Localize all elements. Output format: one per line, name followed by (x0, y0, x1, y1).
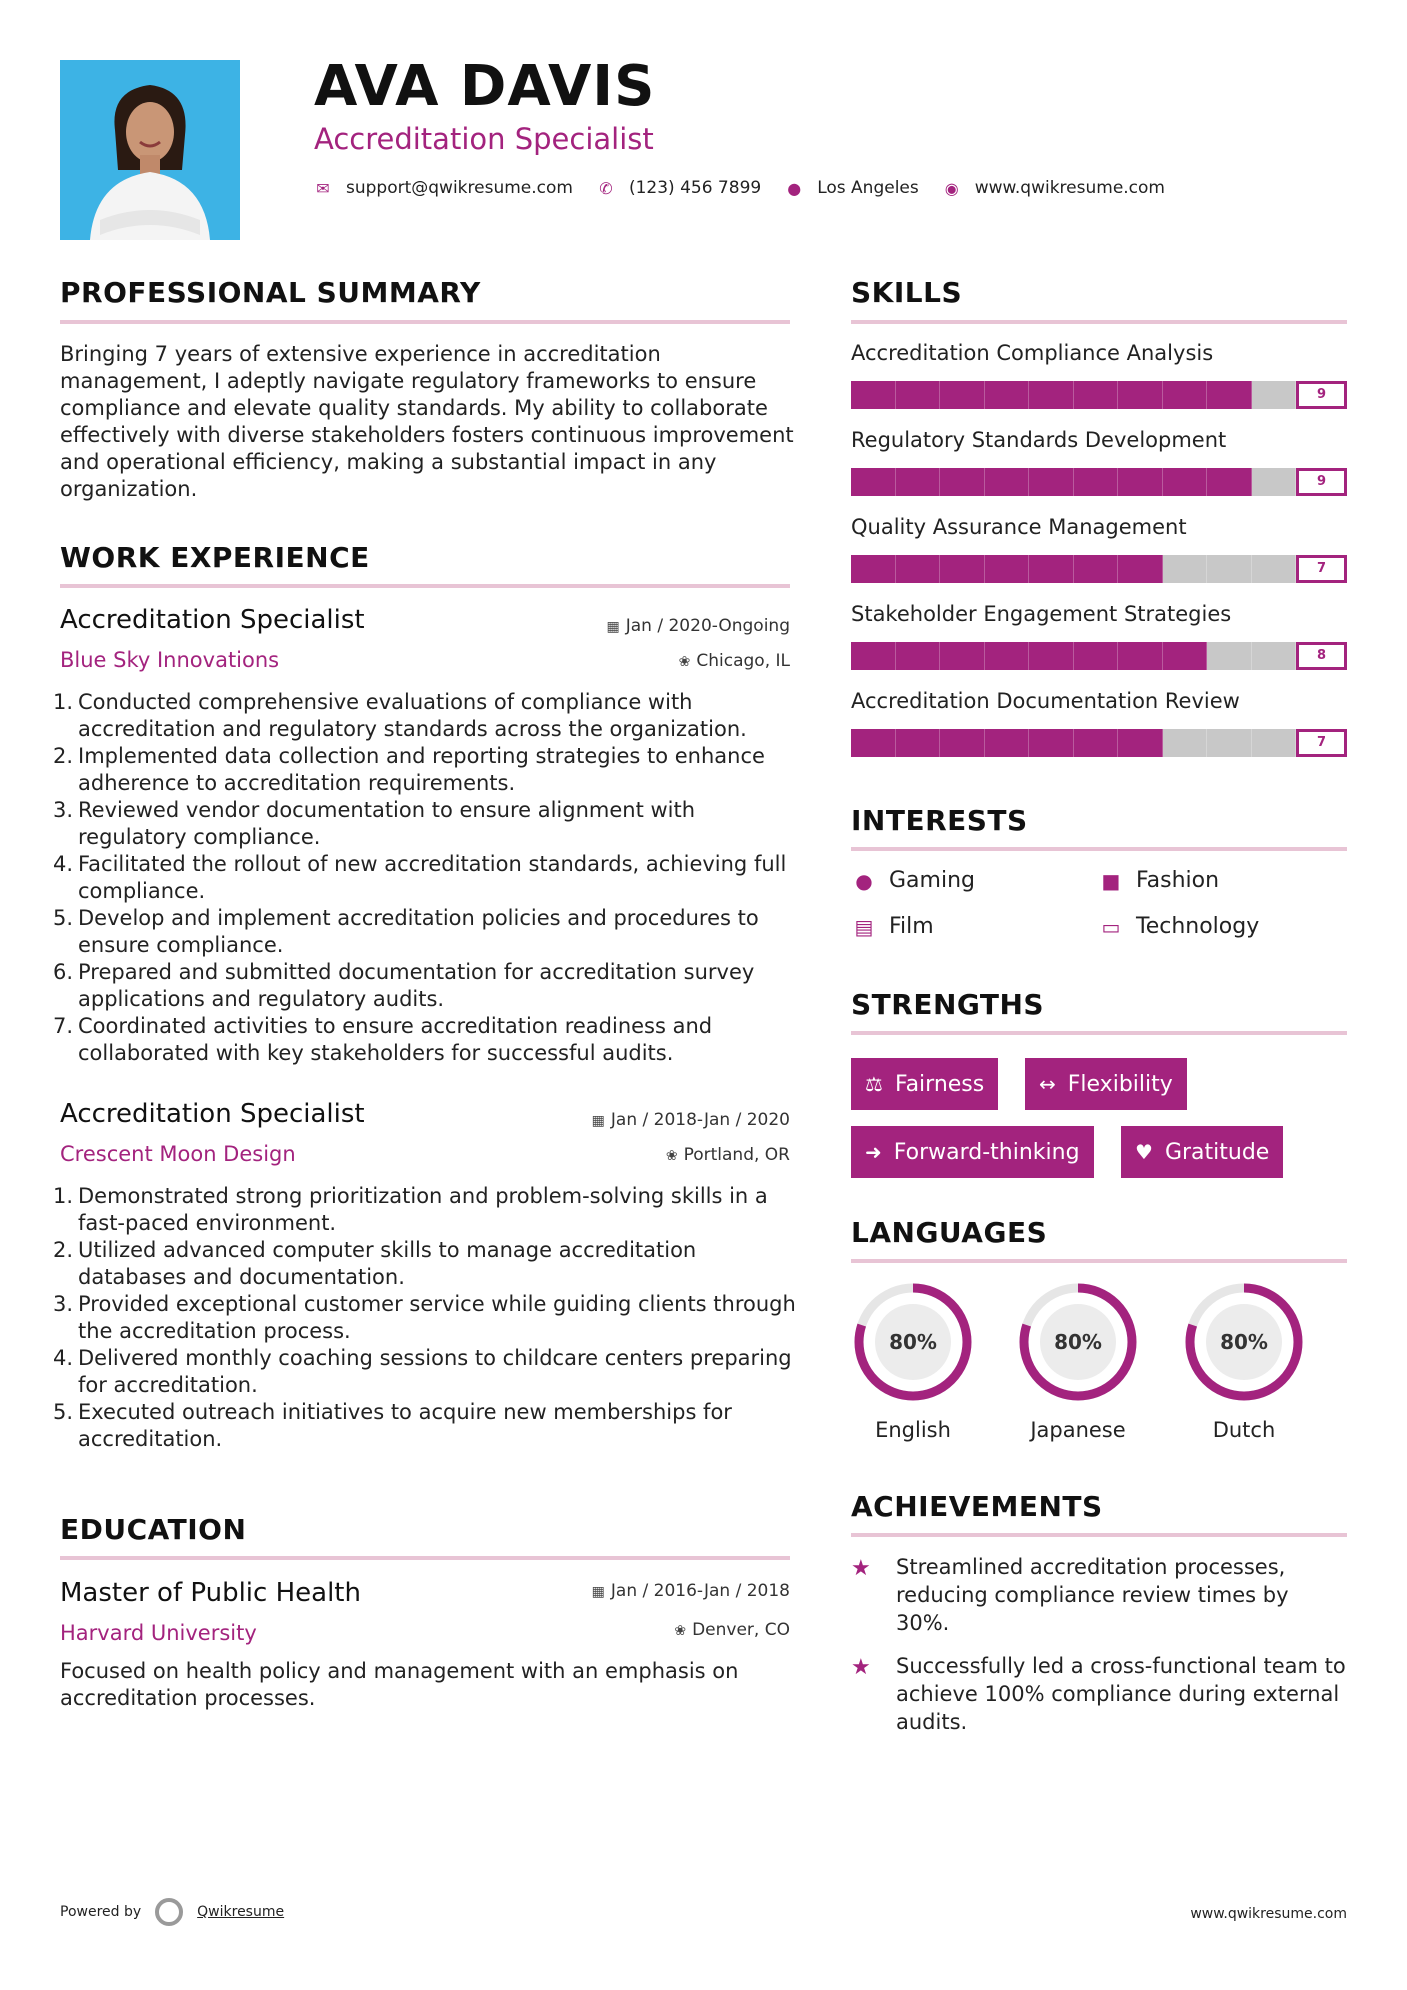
pin-icon: ❀ (665, 1148, 678, 1164)
skill-name: Accreditation Documentation Review (851, 689, 1240, 713)
skill-segment (1207, 468, 1252, 496)
strength-tag: ♥ Gratitude (1121, 1126, 1283, 1178)
education-location (674, 1620, 790, 1640)
skill-segment (1163, 555, 1208, 583)
footer-branding (60, 1898, 284, 1926)
skill-segment (896, 555, 941, 583)
list-item: 7. Coordinated activities to ensure accreditation readiness and collaborated with key stakeholders for successful audits. (53, 1014, 713, 1065)
skill-segment (1252, 468, 1297, 496)
skill-level-bar (851, 379, 1347, 409)
contact-bar (314, 178, 1189, 198)
skill-segment (985, 381, 1030, 409)
skill-name: Regulatory Standards Development (851, 428, 1227, 452)
skill-segment (1163, 729, 1208, 757)
skill-segment (1029, 555, 1074, 583)
brand-link[interactable]: Qwikresume (197, 1904, 285, 1920)
section-divider (851, 1259, 1347, 1263)
laptop-icon: ▭ (1101, 914, 1121, 939)
candidate-name: AVA DAVIS (314, 54, 656, 119)
summary-text: Bringing 7 years of extensive experience in accreditation management, I adeptly navigate regulatory frameworks to ensure compliance and elevate quality standards. My ability to collaborate effectively with diverse stakeholders fosters continuous improvement and operational efficiency, making a substantial impact in any organization. (60, 342, 794, 501)
skill-level-bar (851, 640, 1347, 670)
skill-segment (1118, 555, 1163, 583)
skill-segment (940, 729, 985, 757)
skill-segment (1207, 381, 1252, 409)
skill-segment (1252, 642, 1297, 670)
skill-level-bar (851, 466, 1347, 496)
skill-track (851, 642, 1296, 670)
skill-segment (1074, 642, 1119, 670)
skill-segment (940, 642, 985, 670)
list-item: 5. Executed outreach initiatives to acquire new memberships for accreditation. (53, 1400, 732, 1451)
map-marker-icon: ● (787, 178, 802, 198)
skill-segment (851, 729, 896, 757)
job-location-text: Portland, OR (683, 1145, 790, 1165)
list-item: 6. Prepared and submitted documentation for accreditation survey applications and regulatory audits. (53, 960, 755, 1011)
skill-track (851, 381, 1296, 409)
language-ring (851, 1280, 975, 1404)
skill-segment (985, 729, 1030, 757)
star-icon: ★ (851, 1556, 871, 1581)
star-icon: ★ (851, 1655, 871, 1680)
calendar-icon: ▦ (591, 1113, 605, 1129)
language-percent: 80% (889, 1330, 937, 1354)
skill-segment (940, 555, 985, 583)
footer-url[interactable]: www.qwikresume.com (1190, 1906, 1347, 1922)
skill-segment (1074, 468, 1119, 496)
achievements-heading: ACHIEVEMENTS (851, 1490, 1103, 1523)
job-bullets (53, 689, 800, 1067)
achievement-item: Successfully led a cross-functional team to achieve 100% compliance during external audits. (896, 1654, 1346, 1734)
achievement-item: Streamlined accreditation processes, reducing compliance review times by 30%. (896, 1555, 1289, 1635)
job-location (679, 651, 790, 671)
profile-photo (60, 60, 240, 240)
list-item: 2. Utilized advanced computer skills to manage accreditation databases and documentation. (53, 1238, 697, 1289)
language-ring (1182, 1280, 1306, 1404)
phone-icon: ✆ (599, 178, 613, 198)
skill-segment (1074, 555, 1119, 583)
skill-segment (1252, 555, 1297, 583)
degree-title: Master of Public Health (60, 1578, 361, 1608)
summary-heading: PROFESSIONAL SUMMARY (60, 276, 481, 309)
skill-segment (896, 468, 941, 496)
skill-level-value: 7 (1296, 555, 1347, 583)
skills-heading: SKILLS (851, 276, 963, 309)
skill-segment (1074, 381, 1119, 409)
school-name: Harvard University (60, 1621, 257, 1645)
experience-heading: WORK EXPERIENCE (60, 541, 370, 574)
section-divider (851, 1031, 1347, 1035)
language-item (1182, 1280, 1306, 1442)
job-dates (592, 1110, 790, 1130)
skill-segment (851, 555, 896, 583)
candidate-role: Accreditation Specialist (314, 122, 654, 156)
skill-name: Accreditation Compliance Analysis (851, 341, 1214, 365)
skill-segment (985, 468, 1030, 496)
skill-segment (851, 381, 896, 409)
contact-email[interactable]: support@qwikresume.com (346, 178, 573, 198)
job-dates (607, 616, 790, 636)
job-title: Accreditation Specialist (60, 605, 365, 635)
skill-segment (1029, 642, 1074, 670)
strength-tag: ↔ Flexibility (1025, 1058, 1187, 1110)
interest-item: ● Gaming (851, 868, 975, 893)
list-item: 4. Facilitated the rollout of new accreditation standards, achieving full compliance. (53, 852, 787, 903)
job-location (666, 1145, 790, 1165)
skill-segment (1118, 729, 1163, 757)
pin-icon: ❀ (674, 1623, 687, 1639)
skill-segment (896, 729, 941, 757)
interest-item: ▤ Film (851, 914, 934, 939)
skill-segment (1118, 642, 1163, 670)
calendar-icon: ▦ (591, 1584, 605, 1600)
skill-segment (896, 381, 941, 409)
education-text: Focused on health policy and management with an emphasis on accreditation processes. (60, 1659, 739, 1710)
skill-segment (851, 468, 896, 496)
skill-segment (1252, 729, 1297, 757)
list-item: 3. Provided exceptional customer service while guiding clients through the accreditation process. (53, 1292, 796, 1343)
qwikresume-logo-icon (155, 1898, 183, 1926)
arrow-right-icon: ➜ (865, 1140, 882, 1164)
skill-segment (1252, 381, 1297, 409)
list-item: 1. Conducted comprehensive evaluations of compliance with accreditation and regulatory standards across the organization. (53, 690, 747, 741)
language-name: Japanese (1030, 1418, 1126, 1442)
contact-website[interactable]: www.qwikresume.com (974, 178, 1165, 198)
skill-track (851, 555, 1296, 583)
skill-segment (1074, 729, 1119, 757)
calendar-icon: ▦ (606, 619, 620, 635)
interests-heading: INTERESTS (851, 804, 1028, 837)
job-bullets (53, 1183, 800, 1453)
skill-level-bar (851, 727, 1347, 757)
skill-name: Stakeholder Engagement Strategies (851, 602, 1232, 626)
pin-icon: ❀ (678, 654, 691, 670)
list-item: 5. Develop and implement accreditation policies and procedures to ensure compliance. (53, 906, 759, 957)
powered-by-text: Powered by (60, 1904, 142, 1920)
education-dates-text: Jan / 2016-Jan / 2018 (610, 1581, 790, 1601)
job-dates-text: Jan / 2020-Ongoing (625, 616, 790, 636)
company-name: Crescent Moon Design (60, 1142, 296, 1166)
heart-icon: ♥ (1135, 1140, 1153, 1164)
language-ring (1016, 1280, 1140, 1404)
skill-segment (940, 468, 985, 496)
skill-segment (1029, 468, 1074, 496)
section-divider (60, 320, 790, 324)
job-title: Accreditation Specialist (60, 1099, 365, 1129)
company-name: Blue Sky Innovations (60, 648, 280, 672)
languages-heading: LANGUAGES (851, 1216, 1048, 1249)
strength-tag: ➜ Forward-thinking (851, 1126, 1094, 1178)
interest-item: ▭ Technology (1098, 914, 1259, 939)
strength-tag: ⚖ Fairness (851, 1058, 998, 1110)
skill-segment (1207, 729, 1252, 757)
skill-segment (851, 642, 896, 670)
list-item: 1. Demonstrated strong prioritization and problem-solving skills in a fast-paced environment. (53, 1184, 768, 1235)
envelope-icon: ✉ (316, 178, 330, 198)
education-dates (592, 1581, 790, 1601)
interest-item: ■ Fashion (1098, 868, 1219, 893)
skill-segment (940, 381, 985, 409)
language-percent: 80% (1054, 1330, 1102, 1354)
education-heading: EDUCATION (60, 1513, 247, 1546)
contact-location: Los Angeles (817, 178, 919, 198)
strengths-heading: STRENGTHS (851, 988, 1045, 1021)
section-divider (851, 847, 1347, 851)
skill-level-value: 8 (1296, 642, 1347, 670)
skill-segment (1207, 642, 1252, 670)
globe-icon: ◉ (944, 178, 959, 198)
skill-track (851, 468, 1296, 496)
skill-level-bar (851, 553, 1347, 583)
skill-segment (1163, 642, 1208, 670)
section-divider (60, 584, 790, 588)
skill-segment (1163, 381, 1208, 409)
skill-segment (1118, 381, 1163, 409)
language-name: English (875, 1418, 951, 1442)
skill-segment (1029, 381, 1074, 409)
job-dates-text: Jan / 2018-Jan / 2020 (610, 1110, 790, 1130)
language-item (851, 1280, 975, 1442)
language-percent: 80% (1220, 1330, 1268, 1354)
section-divider (851, 320, 1347, 324)
skill-level-value: 9 (1296, 381, 1347, 409)
language-item (1016, 1280, 1140, 1442)
education-location-text: Denver, CO (692, 1620, 790, 1640)
gamepad-icon: ● (855, 868, 873, 893)
skill-segment (985, 642, 1030, 670)
skill-segment (1163, 468, 1208, 496)
language-name: Dutch (1212, 1418, 1276, 1442)
arrows-horizontal-icon: ↔ (1039, 1072, 1056, 1096)
skill-level-value: 7 (1296, 729, 1347, 757)
list-item: 4. Delivered monthly coaching sessions to childcare centers preparing for accreditation. (53, 1346, 792, 1397)
contact-phone[interactable]: (123) 456 7899 (628, 178, 762, 198)
list-item: 2. Implemented data collection and reporting strategies to enhance adherence to accreditation requirements. (53, 744, 765, 795)
balance-scale-icon: ⚖ (865, 1072, 883, 1096)
skill-segment (896, 642, 941, 670)
skill-track (851, 729, 1296, 757)
section-divider (60, 1556, 790, 1560)
film-icon: ▤ (854, 914, 874, 939)
skill-segment (1207, 555, 1252, 583)
skill-segment (1029, 729, 1074, 757)
shopping-bag-icon: ■ (1101, 868, 1121, 893)
skill-segment (1118, 468, 1163, 496)
section-divider (851, 1533, 1347, 1537)
job-location-text: Chicago, IL (696, 651, 790, 671)
skill-segment (985, 555, 1030, 583)
skill-name: Quality Assurance Management (851, 515, 1187, 539)
list-item: 3. Reviewed vendor documentation to ensure alignment with regulatory compliance. (53, 798, 696, 849)
skill-level-value: 9 (1296, 468, 1347, 496)
